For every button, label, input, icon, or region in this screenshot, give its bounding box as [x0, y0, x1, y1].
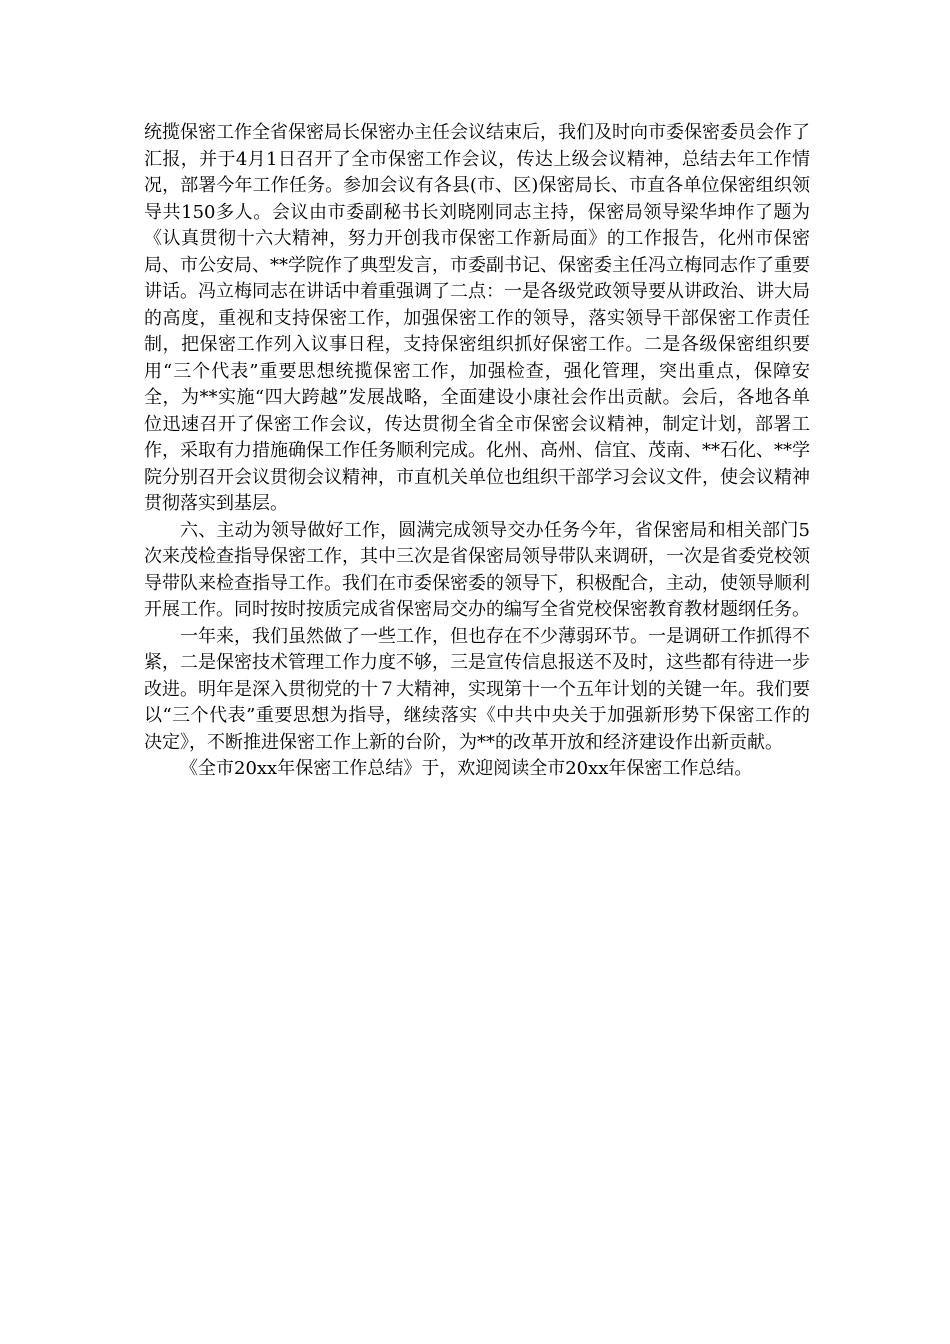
- paragraph-section-six: 六、主动为领导做好工作，圆满完成领导交办任务今年，省保密局和相关部门5次来茂检查指导保密工作，其中三次是省保密局领导带队来调研，一次是省委党校领导带队来检查指导工作。我们在市委保密委的领导下，积极配合，主动，使领导顺利开展工作。同时按时按质完成省保密局交办的编写全省党校保密教育教材题纲任务。: [144, 519, 810, 620]
- paragraph-year-review: 一年来，我们虽然做了一些工作，但也存在不少薄弱环节。一是调研工作抓得不紧，二是保密技术管理工作力度不够，三是宣传信息报送不及时，这些都有待进一步改进。明年是深入贯彻党的十７大精神，实现第十一个五年计划的关键一年。我们要以“三个代表”重要思想为指导，继续落实《中共中央关于加强新形势下保密工作的决定》，不断推进保密工作上新的台阶，为**的改革开放和经济建设作出新贡献。: [144, 625, 810, 753]
- document-body: [144, 120, 810, 783]
- paragraph-closing-note: 《全市20xx年保密工作总结》于，欢迎阅读全市20xx年保密工作总结。: [180, 758, 753, 779]
- paragraph-meeting-summary: 统揽保密工作全省保密局长保密办主任会议结束后，我们及时向市委保密委员会作了汇报，并于4月1日召开了全市保密工作会议，传达上级会议精神，总结去年工作情况，部署今年工作任务。参加会议有各县(市、区)保密局长、市直各单位保密组织领导共150多人。会议由市委副秘书长刘晓刚同志主持，保密局领导梁华坤作了题为《认真贯彻十六大精神，努力开创我市保密工作新局面》的工作报告，化州市保密局、市公安局、**学院作了典型发言，市委副书记、保密委主任冯立梅同志作了重要讲话。冯立梅同志在讲话中着重强调了二点：一是各级党政领导要从讲政治、讲大局的高度，重视和支持保密工作，加强保密工作的领导，落实领导干部保密工作责任制，把保密工作列入议事日程，支持保密组织抓好保密工作。二是各级保密组织要用“三个代表”重要思想统揽保密工作，加强检查，强化管理，突出重点，保障安全，为**实施“四大跨越”发展战略，全面建设小康社会作出贡献。会后，各地各单位迅速召开了保密工作会议，传达贯彻全省全市保密会议精神，制定计划，部署工作，采取有力措施确保工作任务顺利完成。化州、高州、信宜、茂南、**石化、**学院分别召开会议贯彻会议精神，市直机关单位也组织干部学习会议文件，使会议精神贯彻落实到基层。: [144, 122, 810, 514]
